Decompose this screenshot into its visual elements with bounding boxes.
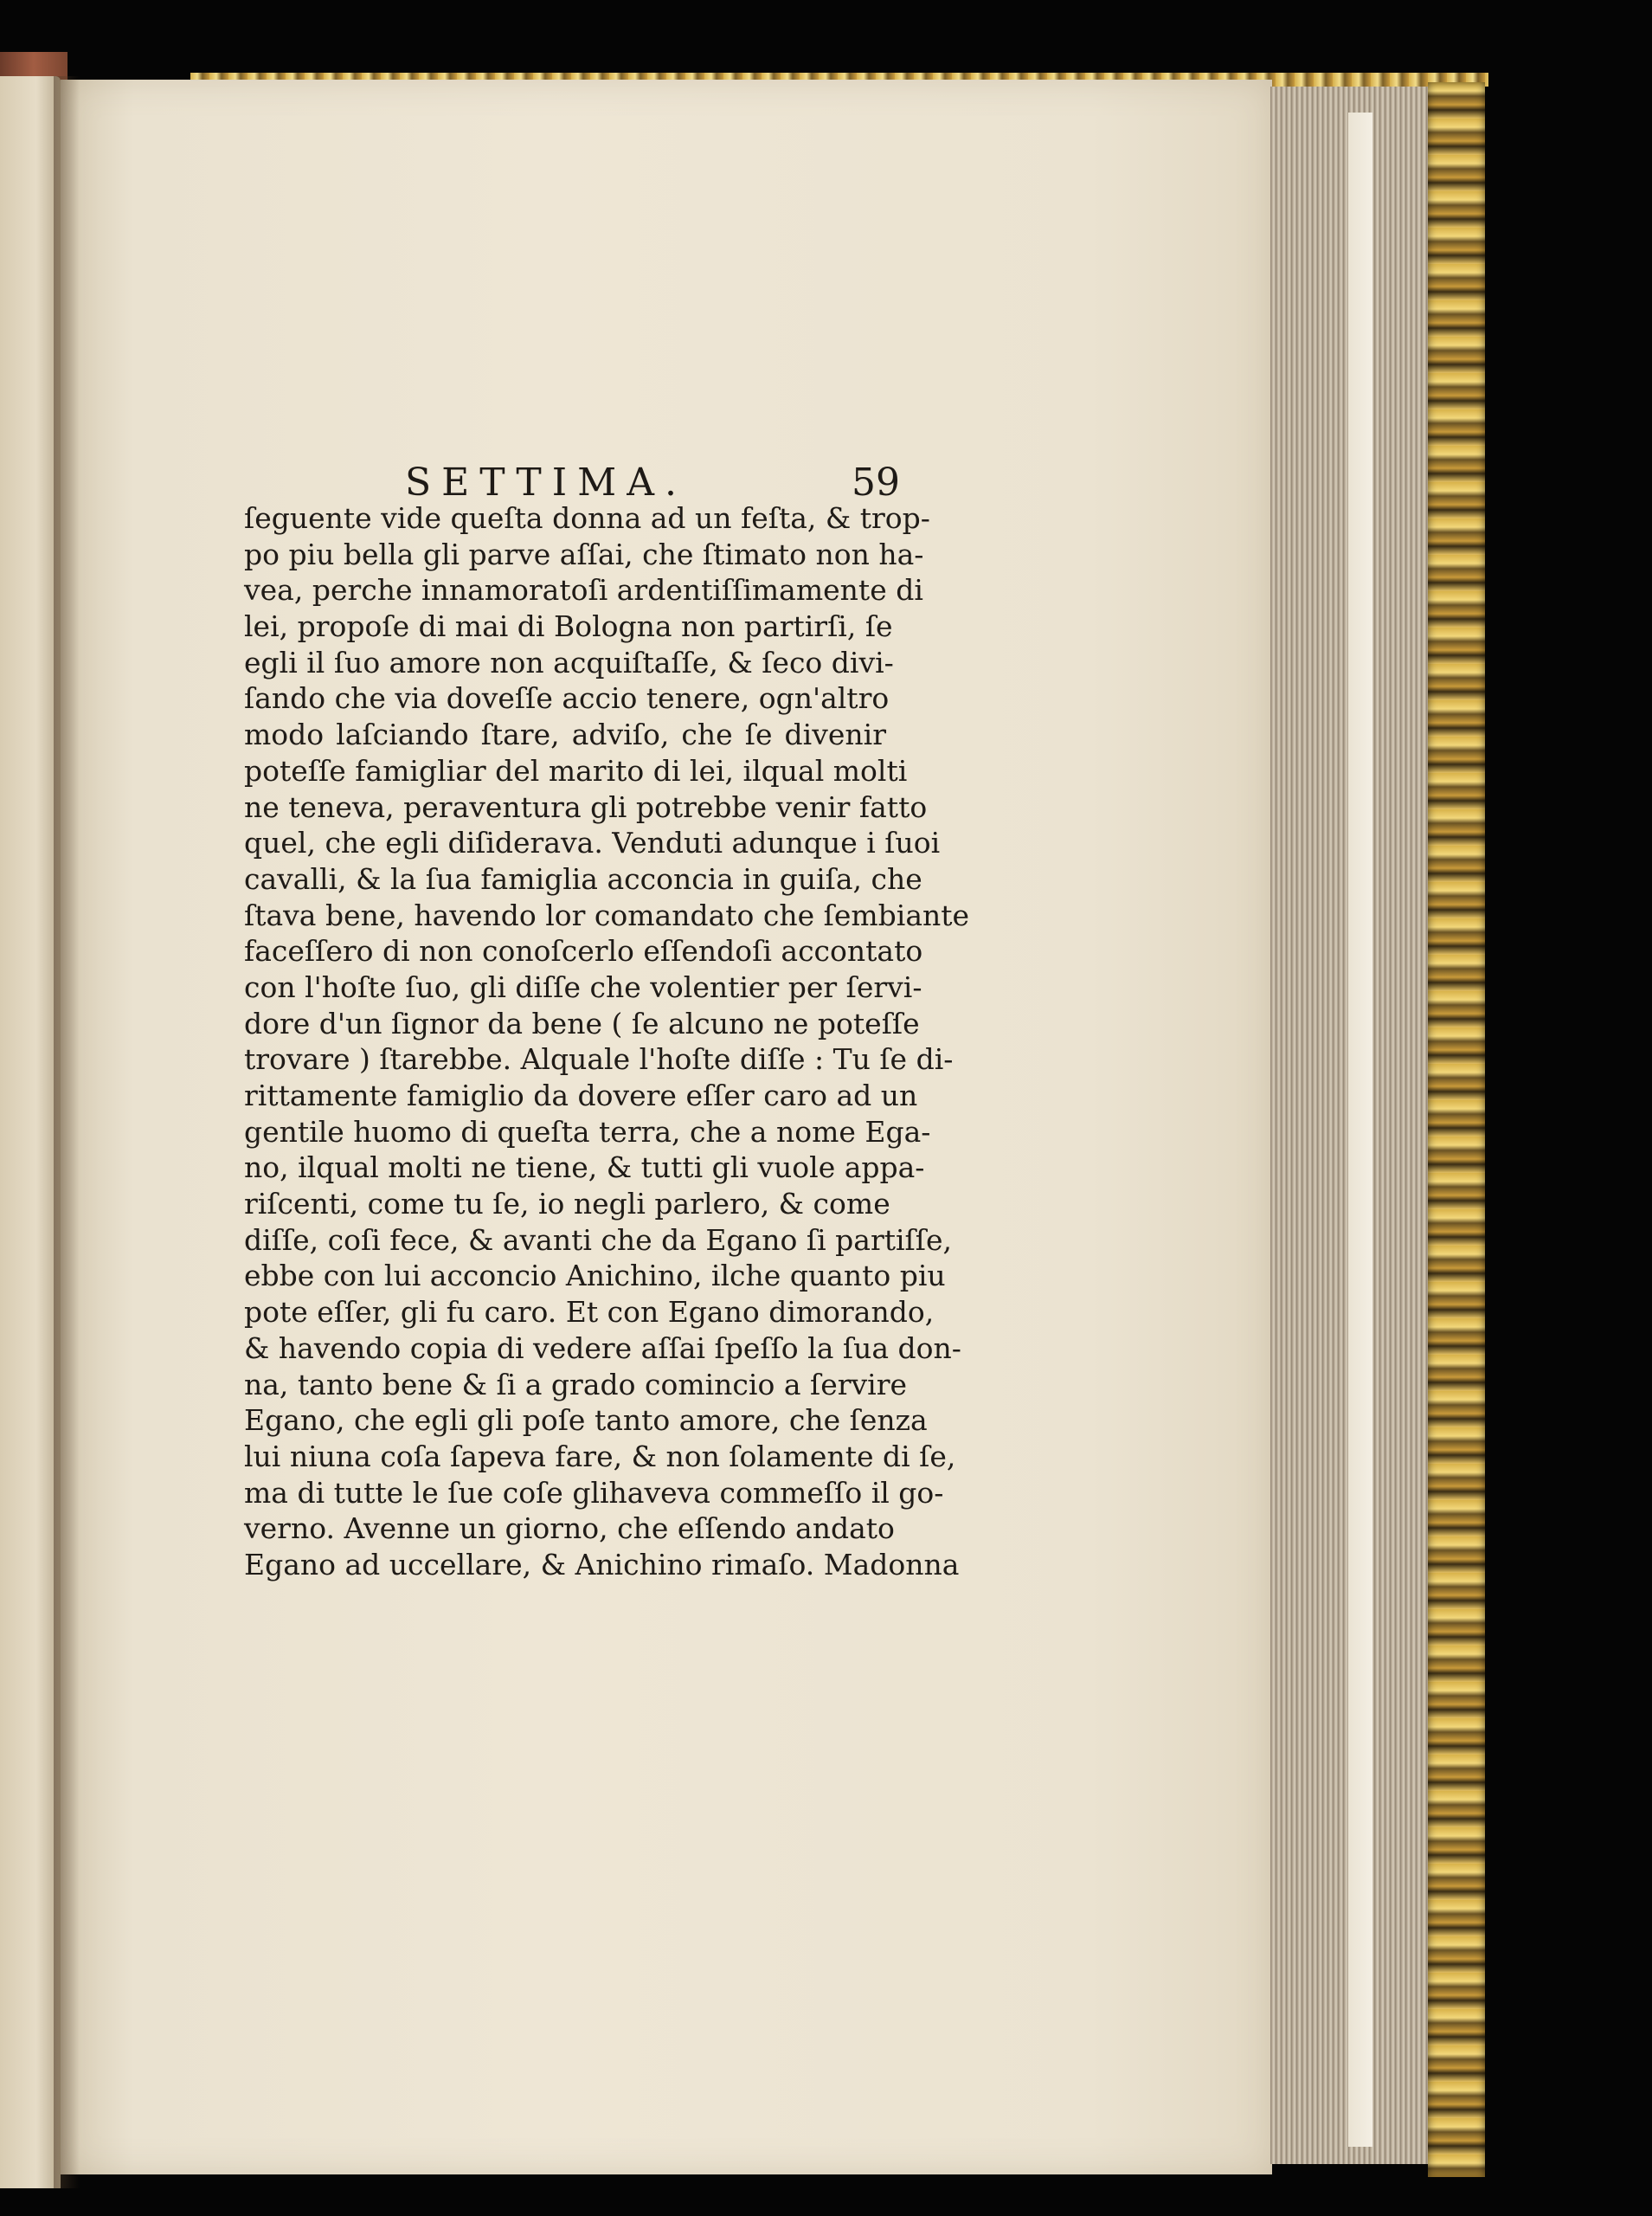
page-number: 59 — [852, 461, 900, 505]
text-line: ma di tutte le ſue coſe glihaveva commeſſo il go- — [244, 1475, 944, 1510]
text-line: ſeguente vide queſta donna ad un feſta, & trop- — [244, 501, 930, 535]
text-line: poteſſe famigliar del marito di lei, ilqual molti — [244, 753, 908, 788]
running-title: SETTIMA. — [405, 461, 687, 505]
text-line: na, tanto bene & ſi a grado comincio a ſervire — [244, 1367, 908, 1401]
text-line: ſtava bene, havendo lor comandato che ſembiante — [244, 898, 970, 932]
text-line: & havendo copia di vedere aſſai ſpeſſo la ſua don- — [244, 1330, 961, 1365]
text-line: lei, propoſe di mai di Bologna non partirſi, ſe — [244, 609, 893, 644]
text-line: pote eſſer, gli fu caro. Et con Egano dimorando, — [244, 1295, 935, 1330]
text-line: riſcenti, come tu ſe, io negli parlero, & come — [244, 1187, 890, 1221]
text-line: rittamente famiglio da dovere eſſer caro ad un — [244, 1079, 918, 1112]
text-line: vea, perche innamoratoſi ardentiſſimamente di — [244, 573, 923, 608]
text-line: no, ilqual molti ne tiene, & tutti gli vuole appa- — [244, 1150, 925, 1185]
facing-page-edge — [0, 76, 61, 2188]
gilt-fore-edge — [1428, 82, 1485, 2177]
text-line: quel, che egli diſiderava. Venduti adunque i ſuoi — [244, 826, 941, 860]
text-line: verno. Avenne un giorno, che eſſendo andato — [244, 1511, 895, 1546]
text-line: con l'hoſte ſuo, gli diſſe che volentier per ſervi- — [244, 970, 922, 1004]
text-line: ne teneva, peraventura gli potrebbe venir fatto — [244, 789, 928, 824]
gutter-shadow — [54, 76, 80, 2188]
text-line: gentile huomo di queſta terra, che a nome Ega- — [244, 1114, 931, 1149]
text-line: ebbe con lui acconcio Anichino, ilche quanto piu — [244, 1259, 946, 1293]
text-line: ſando che via doveſſe accio tenere, ogn'altro — [244, 681, 890, 716]
text-line: cavalli, & la ſua famiglia acconcia in guiſa, che — [244, 861, 922, 896]
text-line: faceſſero di non conoſcerlo eſſendoſi accontato — [244, 934, 923, 969]
text-line: lui niuna coſa ſapeva fare, & non ſolamente di ſe, — [244, 1439, 956, 1473]
text-line: Egano, che egli gli poſe tanto amore, che ſenza — [244, 1403, 928, 1438]
page-block-edges — [1270, 87, 1435, 2164]
body-text — [244, 500, 970, 1583]
text-line: dore d'un ſignor da bene ( ſe alcuno ne poteſſe — [244, 1006, 920, 1040]
text-line: trovare ) ſtarebbe. Alquale l'hoſte diſſe : Tu ſe di- — [244, 1042, 954, 1077]
text-line: egli il ſuo amore non acquiſtaſſe, & ſeco divi- — [244, 645, 894, 680]
text-line: diſſe, coſi fece, & avanti che da Egano ſi partiſſe, — [244, 1222, 953, 1257]
text-line: modo laſciando ſtare, adviſo, che ſe divenir — [244, 718, 886, 752]
text-line: po piu bella gli parve aſſai, che ſtimato non ha- — [244, 537, 924, 571]
text-line: Egano ad uccellare, & Anichino rimaſo. Madonna — [244, 1547, 960, 1581]
